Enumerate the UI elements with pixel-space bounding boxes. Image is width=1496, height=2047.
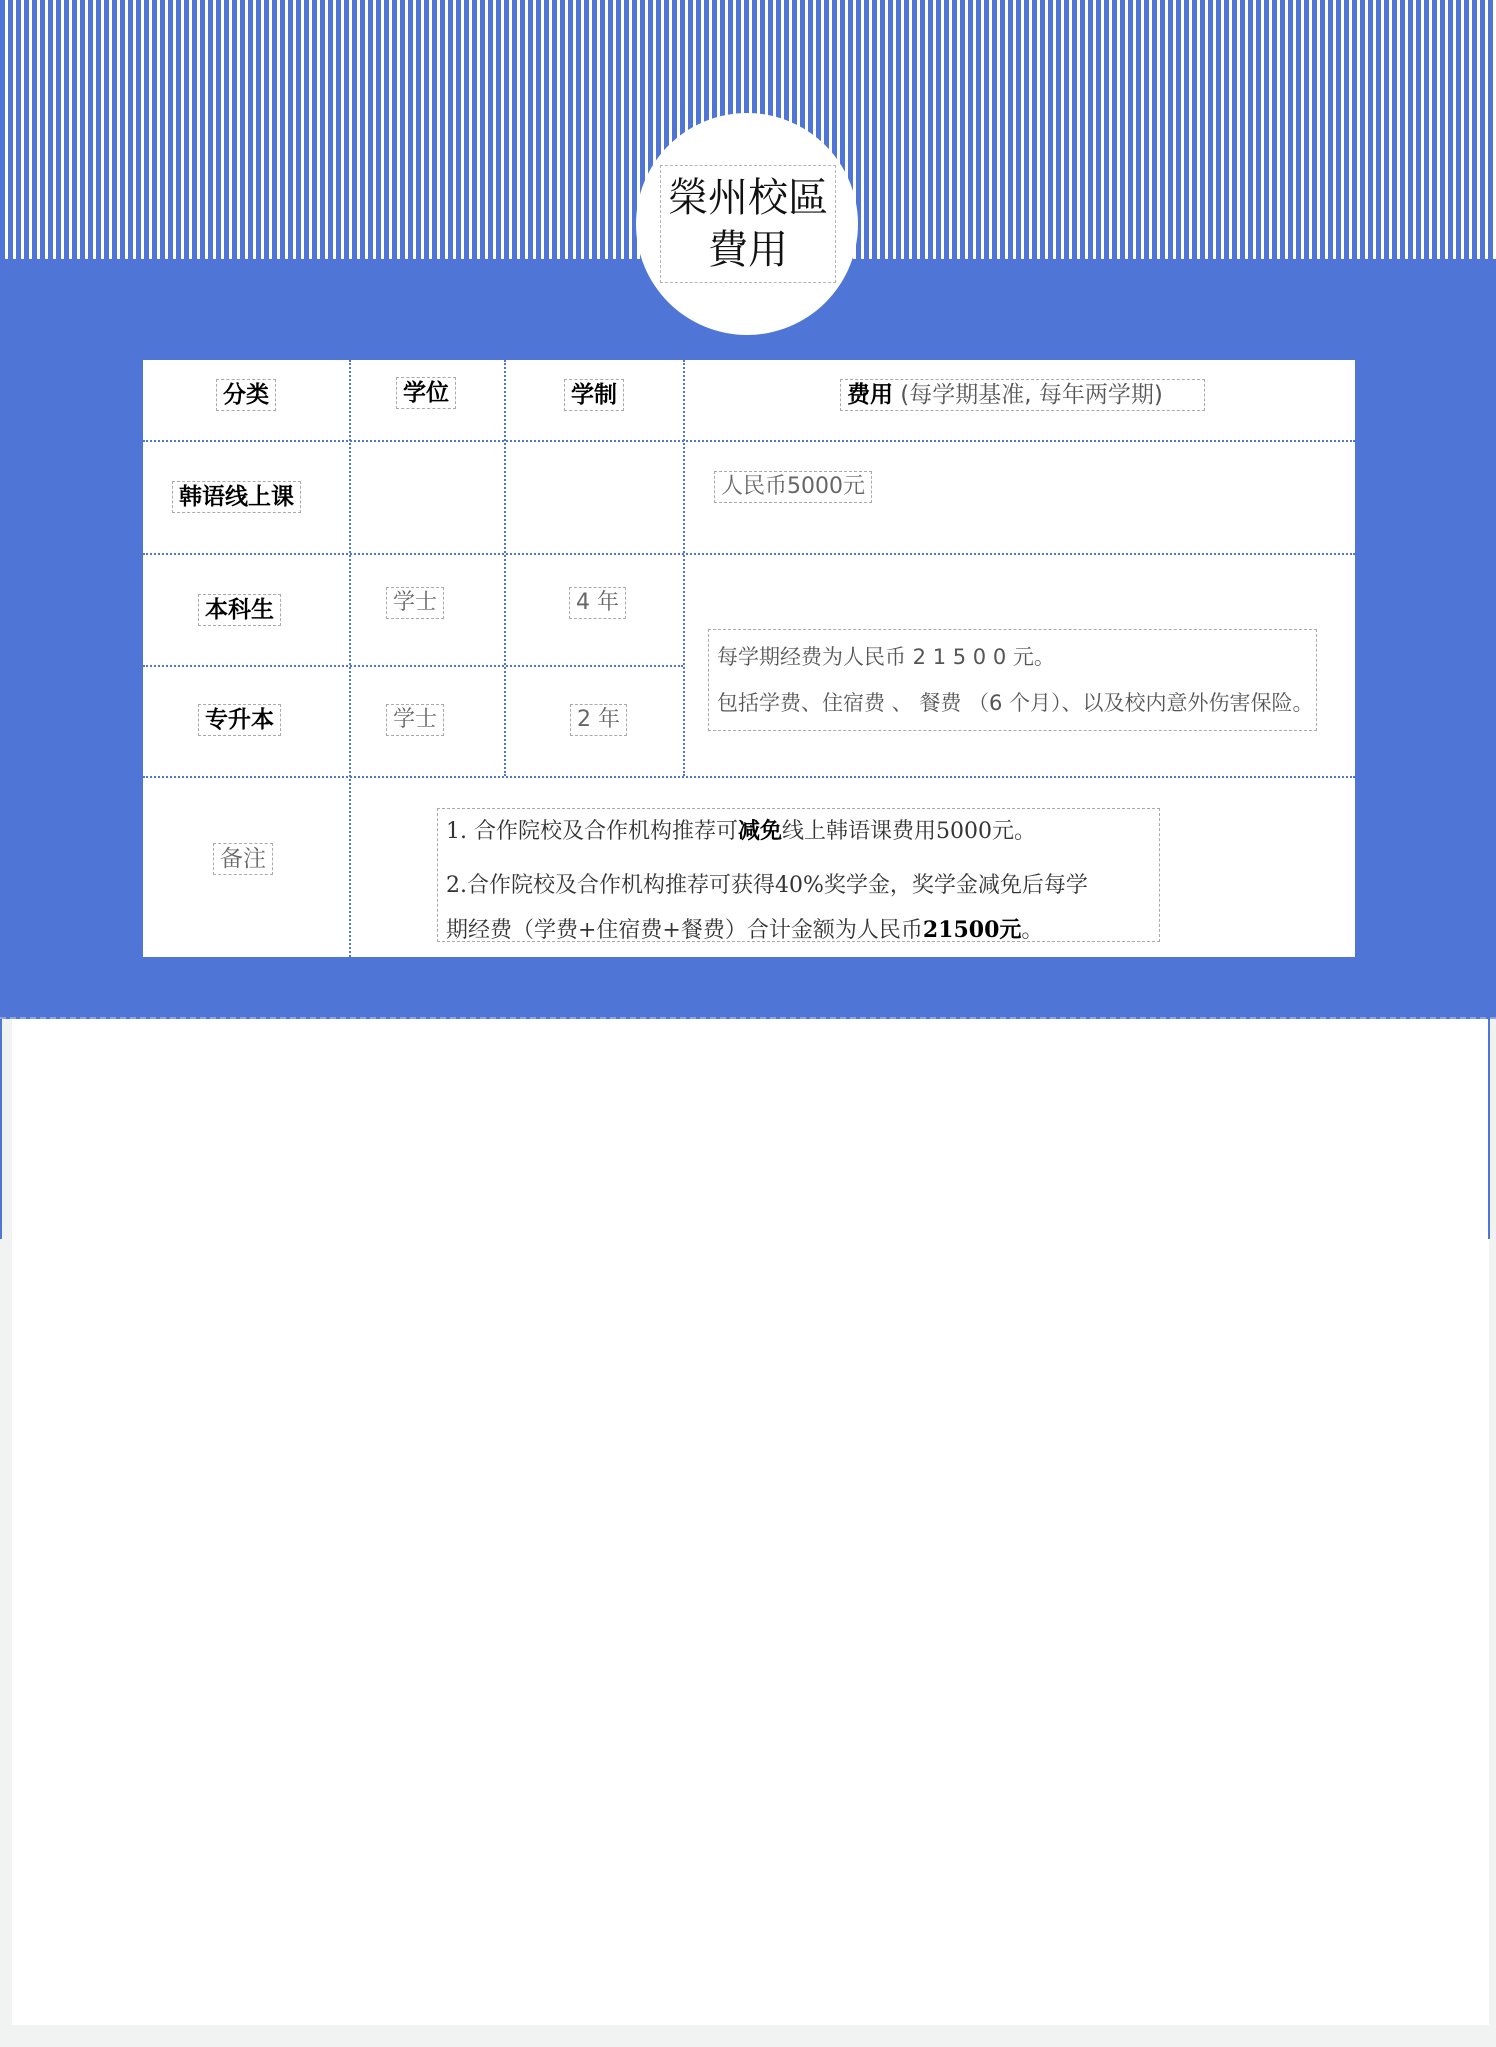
- shared-fee-line-2: 包括学费、住宿费 、 餐费 （6 个月）、以及校内意外伤害保险。: [717, 691, 1314, 715]
- remarks-notes: [437, 808, 1160, 942]
- remark-2-line-2: [446, 908, 1151, 953]
- header-category: 分类: [216, 379, 276, 411]
- row-undergrad-degree: 学士: [386, 587, 444, 619]
- fee-table: [143, 360, 1355, 957]
- shared-fee-line-1: 每学期经费为人民币 2 1 5 0 0 元。: [717, 645, 1055, 669]
- row-divider: [143, 440, 1355, 442]
- blank-content-area: [12, 1019, 1489, 2025]
- row-upgrade-category: 专升本: [198, 704, 281, 736]
- header-duration: 学制: [564, 379, 624, 411]
- title-line-1: 榮州校區: [668, 175, 828, 221]
- col-divider: [683, 360, 685, 776]
- title-line-2: 費用: [708, 227, 788, 273]
- remark-2-text: 期经费（学费+住宿费+餐费）合计金额为人民币: [446, 918, 923, 943]
- remark-1-text-end: 线上韩语课费用5000元。: [782, 819, 1036, 844]
- header-fee-label: 费用: [847, 382, 893, 408]
- row-online-korean-category: 韩语线上课: [172, 481, 301, 513]
- page-title: [660, 165, 836, 283]
- remark-2-text-end: 。: [1021, 918, 1044, 943]
- row-undergrad-duration: 4 年: [569, 587, 626, 619]
- row-undergrad-category: 本科生: [198, 594, 281, 626]
- remark-1-emphasis: 减免: [737, 818, 782, 844]
- remarks-label: 备注: [213, 843, 273, 875]
- shared-fee-description: [708, 629, 1317, 731]
- row-online-korean-fee: 人民币5000元: [714, 471, 872, 503]
- col-divider: [349, 360, 351, 957]
- remark-2-amount: 21500元: [922, 917, 1022, 943]
- header-degree: 学位: [396, 377, 456, 409]
- right-border-line: [1488, 1019, 1490, 1239]
- col-divider: [504, 360, 506, 776]
- row-upgrade-degree: 学士: [386, 704, 444, 736]
- remark-1: [446, 809, 1151, 854]
- header-fee-note: (每学期基准, 每年两学期): [893, 382, 1163, 408]
- remark-1-text: 1. 合作院校及合作机构推荐可: [446, 819, 738, 844]
- left-border-line: [0, 1019, 2, 1239]
- row-divider: [143, 665, 683, 667]
- row-upgrade-duration: 2 年: [570, 704, 627, 736]
- row-divider: [143, 553, 1355, 555]
- header-fee: [840, 379, 1205, 411]
- remark-2-line-1: 2.合作院校及合作机构推荐可获得40%奖学金，奖学金减免后每学: [446, 873, 1088, 898]
- dashed-divider: [0, 1017, 1496, 1019]
- row-divider: [143, 776, 1355, 778]
